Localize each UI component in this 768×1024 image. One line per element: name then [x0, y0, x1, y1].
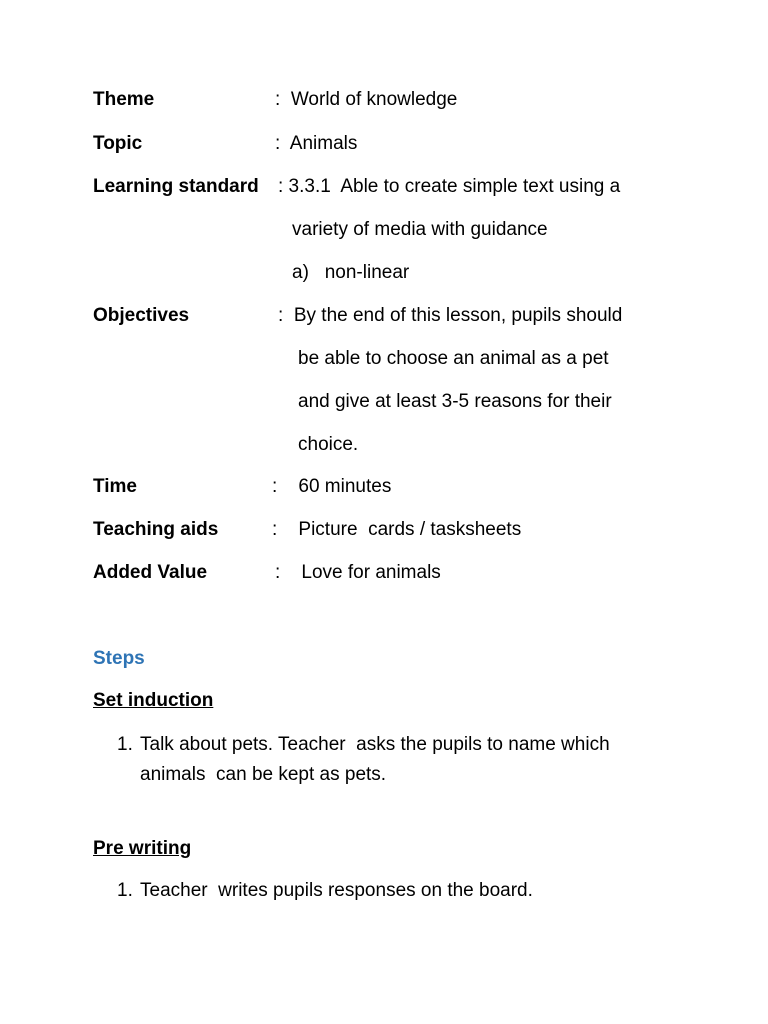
- added-value-value: : Love for animals: [275, 562, 441, 583]
- list-item-number: 1.: [117, 880, 133, 901]
- time-value: : 60 minutes: [272, 476, 392, 497]
- list-item-text: Talk about pets. Teacher asks the pupils to name which: [140, 734, 610, 755]
- set-induction-heading: Set induction: [93, 690, 214, 711]
- theme-value: : World of knowledge: [275, 89, 458, 110]
- objectives-label: Objectives: [93, 305, 190, 326]
- objectives-continuation: choice.: [298, 434, 359, 455]
- pre-writing-heading: Pre writing: [93, 838, 192, 859]
- steps-heading: Steps: [93, 648, 145, 669]
- time-label: Time: [93, 476, 138, 497]
- objectives-continuation: and give at least 3-5 reasons for their: [298, 391, 612, 412]
- teaching-aids-label: Teaching aids: [93, 519, 219, 540]
- topic-label: Topic: [93, 133, 143, 154]
- teaching-aids-value: : Picture cards / tasksheets: [272, 519, 522, 540]
- list-item-number: 1.: [117, 734, 133, 755]
- learning-standard-continuation: variety of media with guidance: [292, 219, 548, 240]
- list-item-text: Teacher writes pupils responses on the board.: [140, 880, 533, 901]
- learning-standard-value: : 3.3.1 Able to create simple text using a: [278, 176, 621, 197]
- list-item-text-continuation: animals can be kept as pets.: [140, 764, 387, 785]
- theme-label: Theme: [93, 89, 155, 110]
- objectives-continuation: be able to choose an animal as a pet: [298, 348, 609, 369]
- added-value-label: Added Value: [93, 562, 208, 583]
- objectives-value: : By the end of this lesson, pupils should: [278, 305, 623, 326]
- topic-value: : Animals: [275, 133, 358, 154]
- learning-standard-sub-item: a) non-linear: [292, 262, 410, 283]
- learning-standard-label: Learning standard: [93, 176, 259, 197]
